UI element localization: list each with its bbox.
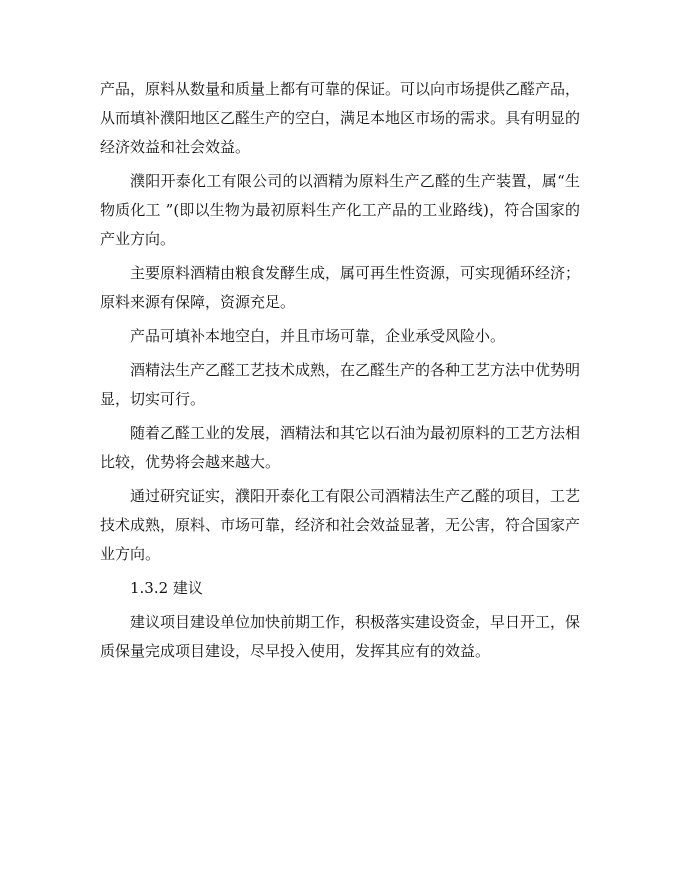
paragraph-device-overview: 濮阳开泰化工有限公司的以酒精为原料生产乙醛的生产装置，属“生物质化工 ”(即以生物为最初原料生产化工产品的工业路线)，符合国家的产业方向。 — [100, 172, 580, 248]
paragraph-advantage: 随着乙醛工业的发展，酒精法和其它以石油为最初原料的工艺方法相比较，优势将会越来越大。 — [100, 424, 581, 471]
paragraph-continuation: 产品，原料从数量和质量上都有可靠的保证。可以向市场提供乙醛产品，从而填补濮阳地区乙醛生产的空白，满足本地区市场的需求。具有明显的经济效益和社会效益。 — [100, 80, 581, 156]
paragraph-recommendation: 建议项目建设单位加快前期工作，积极落实建设资金，早日开工，保质保量完成项目建设，尽早投入使用，发挥其应有的效益。 — [100, 613, 581, 660]
paragraph-conclusion: 通过研究证实，濮阳开泰化工有限公司酒精法生产乙醛的项目，工艺技术成熟，原料、市场可靠，经济和社会效益显著，无公害，符合国家产业方向。 — [100, 487, 581, 563]
document-body — [100, 75, 580, 671]
paragraph-raw-material: 主要原料酒精由粮食发酵生成，属可再生性资源，可实现循环经济；原料来源有保障，资源充足。 — [100, 264, 581, 311]
paragraph-market: 产品可填补本地空白，并且市场可靠，企业承受风险小。 — [130, 327, 506, 345]
paragraph-technology: 酒精法生产乙醛工艺技术成熟，在乙醛生产的各种工艺方法中优势明显，切实可行。 — [100, 361, 581, 408]
section-heading: 1.3.2 建议 — [130, 579, 203, 597]
